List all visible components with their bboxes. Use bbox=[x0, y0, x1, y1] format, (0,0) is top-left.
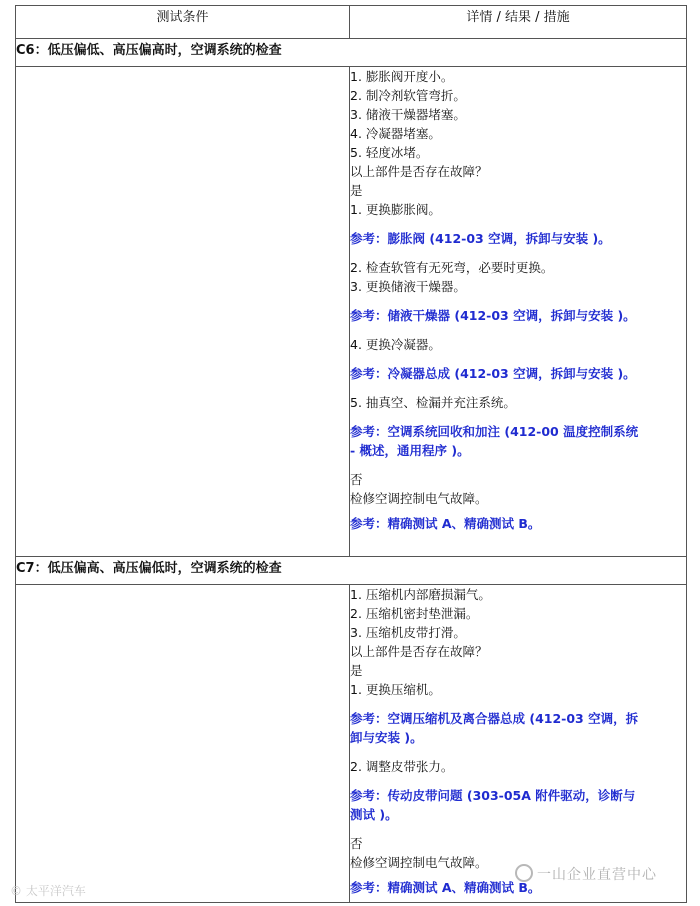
detail-line: 否 bbox=[350, 836, 363, 851]
section-row-c6 bbox=[16, 39, 687, 67]
c6-lines-a bbox=[350, 67, 686, 219]
table-header-row bbox=[16, 6, 687, 39]
detail-line: 2. 检查软管有无死弯，必要时更换。 bbox=[350, 260, 554, 275]
reference-line: 参考：空调系统回收和加注 (412-00 温度控制系统 bbox=[350, 424, 639, 439]
reference-line: 测试 )。 bbox=[350, 807, 398, 822]
watermark-right bbox=[515, 864, 657, 884]
section-title-c7: C7：低压偏高、高压偏低时，空调系统的检查 bbox=[16, 557, 687, 585]
detail-cell-c7 bbox=[350, 585, 687, 903]
detail-line: 检修空调控制电气故障。 bbox=[350, 855, 488, 870]
detail-line: 3. 更换储液干燥器。 bbox=[350, 279, 466, 294]
reference-link-expansion-valve[interactable] bbox=[350, 229, 686, 248]
detail-cell-c6 bbox=[350, 67, 687, 557]
header-test-condition: 测试条件 bbox=[16, 6, 350, 39]
detail-line: 3. 储液干燥器堵塞。 bbox=[350, 107, 466, 122]
watermark-right-text: 一山企业直营中心 bbox=[537, 867, 657, 883]
detail-line: 4. 更换冷凝器。 bbox=[350, 337, 441, 352]
reference-link-condenser[interactable] bbox=[350, 364, 686, 383]
reference-line: 参考：精确测试 A、精确测试 B。 bbox=[350, 516, 541, 531]
reference-line: 参考：空调压缩机及离合器总成 (412-03 空调，拆 bbox=[350, 711, 639, 726]
detail-line: 1. 更换膨胀阀。 bbox=[350, 202, 441, 217]
detail-line: 2. 制冷剂软管弯折。 bbox=[350, 88, 466, 103]
detail-line: 5. 轻度冰堵。 bbox=[350, 145, 429, 160]
detail-line: 4. 冷凝器堵塞。 bbox=[350, 126, 441, 141]
reference-line: 参考：冷凝器总成 (412-03 空调，拆卸与安装 )。 bbox=[350, 366, 636, 381]
reference-link-receiver-drier[interactable] bbox=[350, 306, 686, 325]
reference-link-drive-belt[interactable] bbox=[350, 786, 686, 824]
detail-line: 3. 压缩机皮带打滑。 bbox=[350, 625, 466, 640]
reference-line: - 概述，通用程序 )。 bbox=[350, 443, 470, 458]
condition-cell-c7 bbox=[16, 585, 350, 903]
detail-line: 否 bbox=[350, 472, 363, 487]
detail-line: 是 bbox=[350, 183, 363, 198]
section-title-c6: C6：低压偏低、高压偏高时，空调系统的检查 bbox=[16, 39, 687, 67]
section-row-c7 bbox=[16, 557, 687, 585]
watermark-logo-icon bbox=[515, 864, 533, 882]
detail-line: 检修空调控制电气故障。 bbox=[350, 491, 488, 506]
detail-line: 以上部件是否存在故障？ bbox=[350, 164, 488, 179]
detail-line: 1. 膨胀阀开度小。 bbox=[350, 69, 454, 84]
watermark-left: © 太平洋汽车 bbox=[10, 884, 86, 898]
reference-line: 参考：膨胀阀 (412-03 空调，拆卸与安装 )。 bbox=[350, 231, 611, 246]
detail-line: 以上部件是否存在故障？ bbox=[350, 644, 488, 659]
detail-line: 2. 调整皮带张力。 bbox=[350, 759, 454, 774]
header-details-results-actions: 详情 / 结果 / 措施 bbox=[350, 6, 687, 39]
c7-lines-a bbox=[350, 585, 686, 699]
content-row-c7 bbox=[16, 585, 687, 903]
reference-link-recovery-charging[interactable] bbox=[350, 422, 686, 460]
reference-link-compressor-clutch[interactable] bbox=[350, 709, 686, 747]
condition-cell-c6 bbox=[16, 67, 350, 557]
content-row-c6 bbox=[16, 67, 687, 557]
detail-line: 1. 更换压缩机。 bbox=[350, 682, 441, 697]
detail-line: 是 bbox=[350, 663, 363, 678]
detail-line: 5. 抽真空、检漏并充注系统。 bbox=[350, 395, 516, 410]
reference-line: 卸与安装 )。 bbox=[350, 730, 423, 745]
reference-line: 参考：储液干燥器 (412-03 空调，拆卸与安装 )。 bbox=[350, 308, 636, 323]
reference-link-pinpoint-tests[interactable] bbox=[350, 514, 686, 533]
reference-line: 参考：精确测试 A、精确测试 B。 bbox=[350, 880, 541, 895]
detail-line: 2. 压缩机密封垫泄漏。 bbox=[350, 606, 479, 621]
reference-line: 参考：传动皮带问题 (303-05A 附件驱动，诊断与 bbox=[350, 788, 636, 803]
detail-line: 1. 压缩机内部磨损漏气。 bbox=[350, 587, 491, 602]
diagnostic-table bbox=[15, 5, 687, 903]
